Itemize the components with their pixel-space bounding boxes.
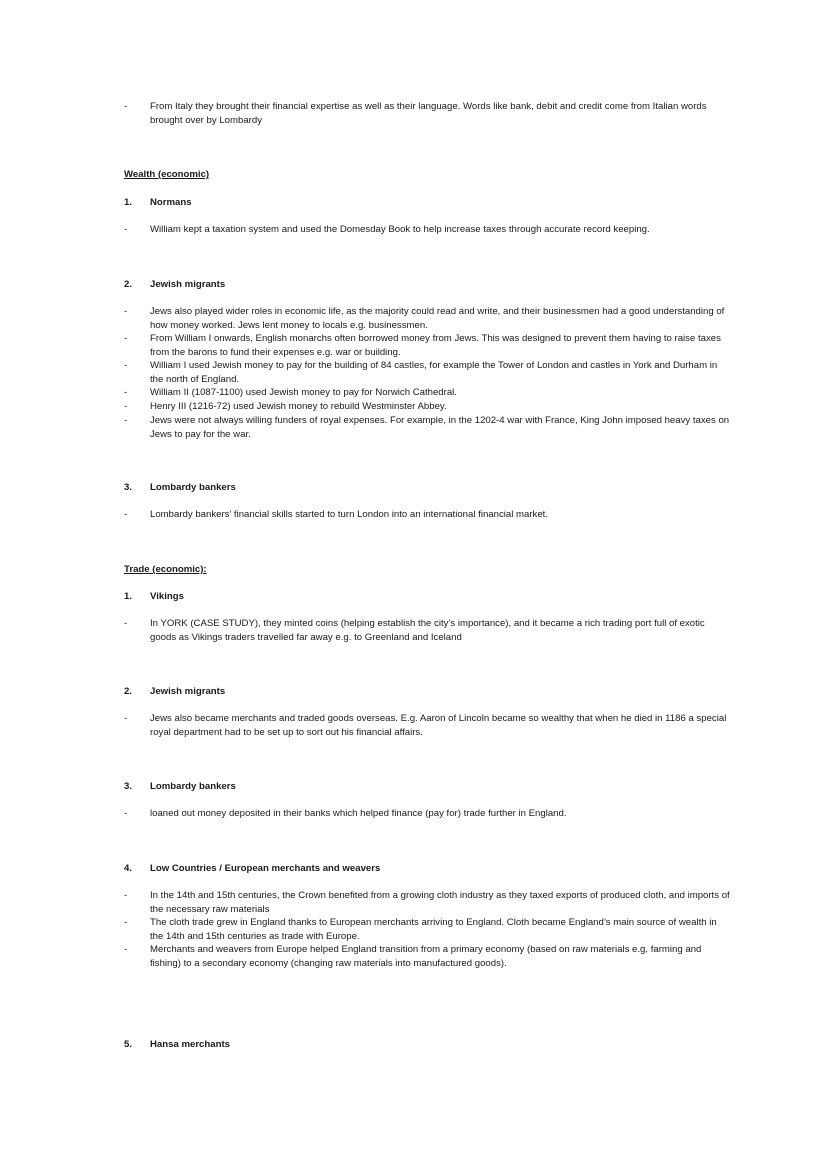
item-number: 3.	[124, 781, 133, 792]
bullet-dash: -	[124, 713, 128, 724]
bullet	[124, 359, 730, 386]
item-title: Lombardy bankers	[150, 781, 236, 792]
bullet-dash: -	[124, 101, 128, 112]
bullet-text: Henry III (1216-72) used Jewish money to rebuild Westminster Abbey.	[150, 401, 447, 412]
item-title: Normans	[150, 197, 192, 208]
bullet-dash: -	[124, 224, 128, 235]
bullet	[124, 414, 730, 441]
bullet	[124, 332, 730, 359]
bullet-text: In YORK (CASE STUDY), they minted coins (helping establish the city’s importance), and it became a rich trading port full of exotic goods as Vikings traders travelled far away e.g. to Greenland and Iceland	[150, 618, 705, 643]
bullet-dash: -	[124, 618, 128, 629]
bullet-dash: -	[124, 401, 128, 412]
bullet-text: Lombardy bankers’ financial skills started to turn London into an international financial market.	[150, 509, 549, 520]
bullet-dash: -	[124, 509, 128, 520]
bullet	[124, 305, 730, 332]
item-number: 5.	[124, 1039, 133, 1050]
bullet	[124, 223, 730, 237]
section-heading-trade: Trade (economic):	[124, 564, 207, 575]
item-number: 1.	[124, 197, 133, 208]
item-number: 2.	[124, 279, 133, 290]
bullet	[124, 712, 730, 739]
bullet	[124, 617, 730, 644]
bullet-dash: -	[124, 387, 128, 398]
item-number: 4.	[124, 863, 133, 874]
bullet	[124, 807, 730, 821]
item-number: 2.	[124, 686, 133, 697]
item-title: Jewish migrants	[150, 279, 226, 290]
bullet-text: Jews also became merchants and traded goods overseas. E.g. Aaron of Lincoln became so wealthy that when he died in 1186 a special royal department had to be set up to sort out his financial affairs.	[150, 713, 727, 738]
intro-bullet	[124, 100, 730, 128]
bullet-text: William I used Jewish money to pay for the building of 84 castles, for example the Tower of London and castles in York and Durham in the north of England.	[150, 360, 718, 385]
item-number: 3.	[124, 482, 133, 493]
bullet-text: Jews also played wider roles in economic life, as the majority could read and write, and their businessmen had a good understanding of how money worked. Jews lent money to locals e.g. businessmen.	[150, 306, 725, 331]
bullet	[124, 916, 730, 943]
item-number: 1.	[124, 591, 133, 602]
bullet	[124, 400, 730, 414]
item-title: Hansa merchants	[150, 1039, 230, 1050]
bullet-text: In the 14th and 15th centuries, the Crown benefited from a growing cloth industry as they taxed exports of produced cloth, and imports of the necessary raw materials	[150, 890, 730, 915]
bullet-dash: -	[124, 890, 128, 901]
section-heading-wealth: Wealth (economic)	[124, 169, 210, 180]
bullet	[124, 386, 730, 400]
item-title: Vikings	[150, 591, 184, 602]
bullet-text: From Italy they brought their financial expertise as well as their language. Words like bank, debit and credit come from Italian words brought over by Lombardy	[150, 101, 707, 126]
bullet-dash: -	[124, 333, 128, 344]
bullet-dash: -	[124, 944, 128, 955]
bullet-dash: -	[124, 360, 128, 371]
item-title: Low Countries / European merchants and weavers	[150, 863, 381, 874]
bullet-dash: -	[124, 415, 128, 426]
bullet-text: From William I onwards, English monarchs often borrowed money from Jews. This was designed to prevent them having to raise taxes from the barons to fund their expenses e.g. war or building.	[150, 333, 721, 358]
bullet-text: loaned out money deposited in their banks which helped finance (pay for) trade further in England.	[150, 808, 567, 819]
bullet-text: Jews were not always willing funders of royal expenses. For example, in the 1202-4 war with France, King John imposed heavy taxes on Jews to pay for the war.	[150, 415, 730, 440]
bullet	[124, 889, 730, 916]
bullet-text: William kept a taxation system and used the Domesday Book to help increase taxes through accurate record keeping.	[150, 224, 650, 235]
item-title: Jewish migrants	[150, 686, 226, 697]
bullet-text: William II (1087-1100) used Jewish money to pay for Norwich Cathedral.	[150, 387, 457, 398]
item-title: Lombardy bankers	[150, 482, 236, 493]
bullet-dash: -	[124, 306, 128, 317]
bullet-text: Merchants and weavers from Europe helped England transition from a primary economy (based on raw materials e.g. farming and fishing) to a secondary economy (changing raw materials into manufactured goods).	[150, 944, 702, 969]
bullet-dash: -	[124, 917, 128, 928]
bullet-dash: -	[124, 808, 128, 819]
bullet-text: The cloth trade grew in England thanks to European merchants arriving to England. Cloth became England’s main source of wealth in the 14th and 15th centuries as trade with Europe.	[150, 917, 717, 942]
bullet	[124, 943, 730, 970]
bullet	[124, 508, 730, 522]
